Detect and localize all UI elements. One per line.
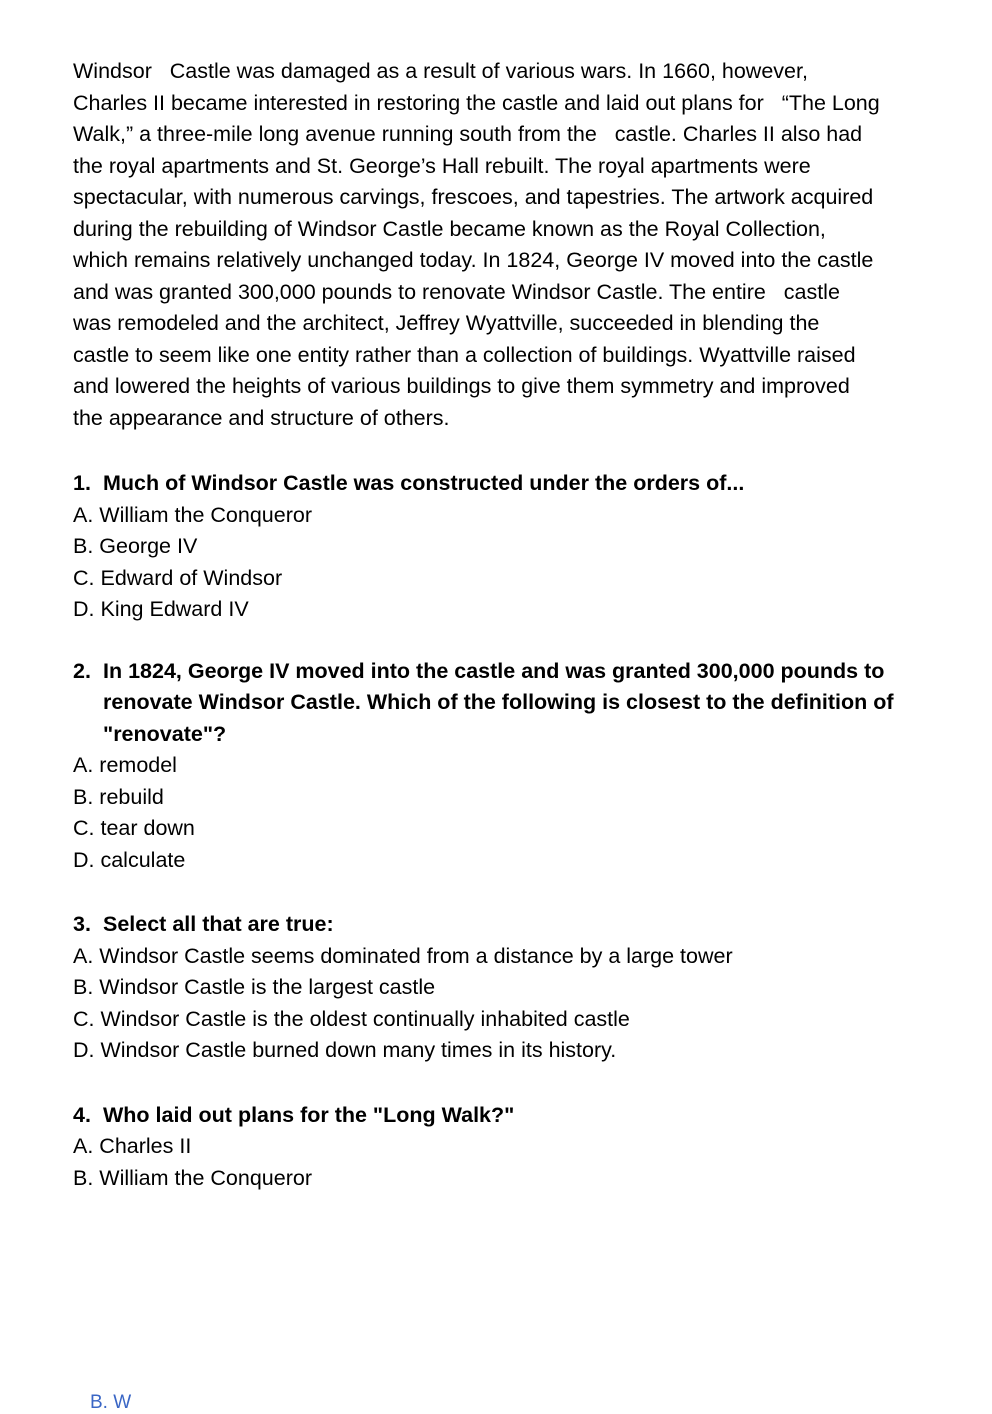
- question-2-number: 2.: [73, 658, 91, 683]
- question-2-prompt: [103, 656, 894, 751]
- question-1-options: [73, 500, 964, 626]
- question-3-prompt: [103, 909, 334, 941]
- question-4-heading: [73, 1100, 964, 1132]
- question-1-option-a: A. William the Conqueror: [73, 502, 312, 527]
- passage-line: Charles II became interested in restoring the castle and laid out plans for “The Long: [73, 90, 880, 115]
- question-1-option-d: D. King Edward IV: [73, 597, 249, 621]
- question-1-option-b: B. George IV: [73, 534, 198, 558]
- question-4-option-b: B. William the Conqueror: [73, 1165, 312, 1190]
- question-2-options: [73, 750, 964, 876]
- question-1-option-c: C. Edward of Windsor: [73, 565, 283, 590]
- question-2-option-d: D. calculate: [73, 847, 186, 872]
- passage-line: during the rebuilding of Windsor Castle became known as the Royal Collection,: [73, 216, 826, 241]
- question-4-prompt: [103, 1100, 514, 1132]
- question-2-option-a: A. remodel: [73, 753, 177, 777]
- question-4: [73, 1100, 964, 1195]
- question-4-prompt-line: Who laid out plans for the "Long Walk?": [103, 1102, 515, 1127]
- passage: [73, 56, 964, 434]
- partial-text-fragment: B. W: [90, 1392, 132, 1413]
- question-3-option-c: C. Windsor Castle is the oldest continually inhabited castle: [73, 1006, 630, 1031]
- question-4-number: 4.: [73, 1102, 91, 1127]
- question-3-option-b: B. Windsor Castle is the largest castle: [73, 975, 436, 999]
- question-3-options: [73, 941, 964, 1067]
- question-2-option-b: B. rebuild: [73, 784, 164, 809]
- question-3-option-d: D. Windsor Castle burned down many times in its history.: [73, 1038, 617, 1062]
- passage-line: which remains relatively unchanged today. In 1824, George IV moved into the castle: [73, 248, 874, 272]
- question-4-option-a: A. Charles II: [73, 1134, 192, 1158]
- question-3-option-a: A. Windsor Castle seems dominated from a distance by a large tower: [73, 943, 733, 968]
- question-2-option-c: C. tear down: [73, 816, 195, 840]
- passage-line: castle to seem like one entity rather than a collection of buildings. Wyattville raised: [73, 342, 856, 367]
- question-1-prompt-line: Much of Windsor Castle was constructed under the orders of...: [103, 471, 745, 495]
- passage-line: was remodeled and the architect, Jeffrey Wyattville, succeeded in blending the: [73, 311, 820, 335]
- question-3-heading: [73, 909, 964, 941]
- question-1: [73, 468, 964, 626]
- passage-line: Windsor Castle was damaged as a result of various wars. In 1660, however,: [73, 59, 808, 83]
- question-2-prompt-line: In 1824, George IV moved into the castle and was granted 300,000 pounds to: [103, 658, 885, 683]
- passage-line: the royal apartments and St. George’s Hall rebuilt. The royal apartments were: [73, 153, 811, 178]
- question-3: [73, 909, 964, 1067]
- question-4-options: [73, 1131, 964, 1194]
- passage-line: Walk,” a three-mile long avenue running south from the castle. Charles II also had: [73, 122, 863, 146]
- question-2-heading: [73, 656, 964, 751]
- question-1-heading: [73, 468, 964, 500]
- question-1-prompt: [103, 468, 744, 500]
- passage-line: spectacular, with numerous carvings, frescoes, and tapestries. The artwork acquired: [73, 185, 874, 209]
- question-3-prompt-line: Select all that are true:: [103, 912, 334, 936]
- passage-line: the appearance and structure of others.: [73, 405, 450, 430]
- passage-line: and was granted 300,000 pounds to renovate Windsor Castle. The entire castle: [73, 279, 840, 304]
- question-2-prompt-line: renovate Windsor Castle. Which of the following is closest to the definition of: [103, 690, 894, 714]
- question-2: [73, 656, 964, 877]
- question-1-number: 1.: [73, 471, 91, 495]
- question-3-number: 3.: [73, 912, 91, 936]
- question-2-prompt-line: "renovate"?: [103, 721, 227, 746]
- passage-line: and lowered the heights of various buildings to give them symmetry and improved: [73, 374, 850, 398]
